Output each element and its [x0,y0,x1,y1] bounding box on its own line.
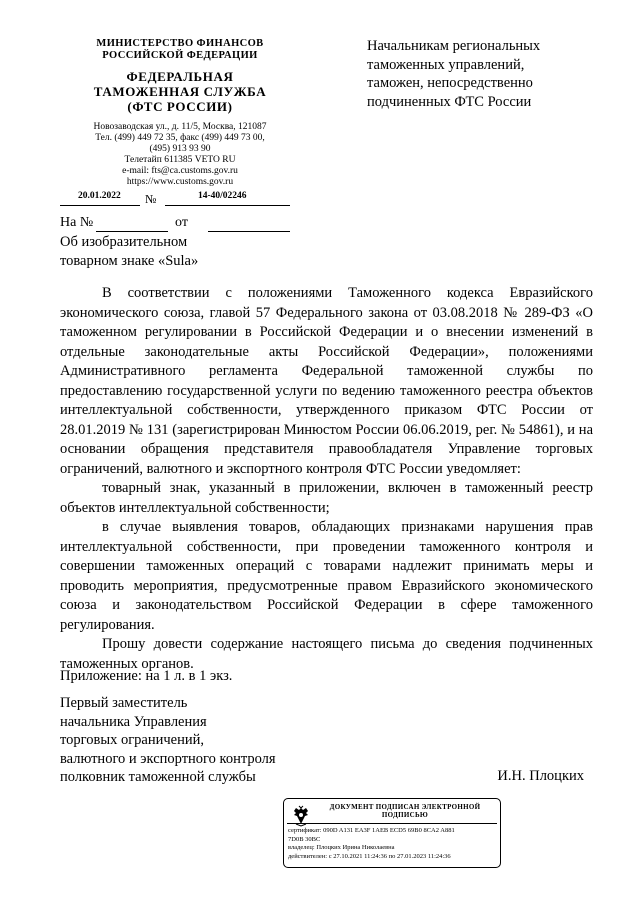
registration-number: 14-40/02246 [198,191,247,201]
phone-fax: Тел. (499) 449 72 35, факс (499) 449 73 00, [95,133,265,143]
reference-number-label: На № [60,215,94,230]
certificate-validity: действителен: с 27.10.2021 11:24:36 по 27.01.2023 11:24:36 [288,852,451,860]
body-paragraph-3: в случае выявления товаров, обладающих признаками нарушения прав интеллектуальной собственности, при проведении таможенного контроля и совершении таможенных операций с товарами надлежит принимать меры и проводить мероприятия, предусмотренные правом Евразийского экономического союза и законодательством Российской Федерации в сфере таможенного регулирования. [60,519,593,633]
body-paragraph-1: В соответствии с положениями Таможенного кодекса Евразийского экономического союза, главой 57 Федерального закона от 03.08.2018 № 289-ФЗ «О таможенном регулировании в Российской Федерации и о внесении изменений в отдельные законодательные акты Российской Федерации», положениями Административного регламента Федеральной таможенной службы по предоставлению государственной услуги по ведению таможенного реестра объектов интеллектуальной собственности, утвержденного приказом ФТС России от 28.01.2019 № 131 (зарегистрирован Минюстом России 06.06.2019, рег. № 54861), и на основании обращения представителя правообладателя Управление торговых ограничений, валютного и экспортного контроля ФТС России уведомляет: [60,285,593,477]
e-signature-stamp [283,798,501,868]
letter-body [60,284,593,674]
reference-number-blank [96,231,168,232]
service-name-line3: (ФТС РОССИИ) [127,99,233,114]
body-paragraph-4: Прошу довести содержание настоящего письма до сведения подчиненных таможенных органов. [60,636,593,672]
stamp-divider [287,823,497,824]
phone-secondary: (495) 913 93 90 [149,144,211,154]
certificate-owner: владелец: Плоцких Ирина Николаевна [288,844,395,851]
certificate-line-2: 7D0B 30BC [288,835,321,843]
registration-date-line [60,205,140,206]
service-name-line2: ТАМОЖЕННАЯ СЛУЖБА [93,84,267,99]
registration-number-line [165,205,290,206]
signer-title: Первый заместитель начальника Управления торговых ограничений, валютного и экспортного контроля полковник таможенной службы [60,695,276,785]
stamp-details [288,827,498,861]
website-url: https://www.customs.gov.ru [126,177,234,187]
certificate-line-1: сертификат: 090D A131 EA3F 1AEB ECD5 69B0 8CA2 A881 [288,827,455,834]
service-name [55,69,305,114]
service-name-line1: ФЕДЕРАЛЬНАЯ [126,69,234,84]
signer-name: И.Н. Плоцких [497,768,584,784]
addressee: Начальникам региональных таможенных управлений, таможен, непосредственно подчиненных ФТС России [367,38,541,110]
body-paragraph-2: товарный знак, указанный в приложении, включен в таможенный реестр объектов интеллектуальной собственности; [60,480,593,516]
postal-address: Новозаводская ул., д. 11/5, Москва, 121087 [93,122,267,132]
reference-row [60,215,300,235]
reference-date-label: от [175,215,188,230]
ministry-name: МИНИСТЕРСТВО ФИНАНСОВ РОССИЙСКОЙ ФЕДЕРАЦИИ [96,38,264,61]
letter-subject: Об изобразительном товарном знаке «Sula» [60,234,199,269]
attachment-note: Приложение: на 1 л. в 1 экз. [60,668,233,684]
teletype: Телетайп 611385 VETO RU [124,155,236,165]
email-address: e-mail: fts@ca.customs.gov.ru [122,166,238,176]
registration-row [55,188,305,210]
letterhead [55,38,305,188]
reference-date-blank [208,231,290,232]
stamp-title: ДОКУМЕНТ ПОДПИСАН ЭЛЕКТРОННОЙ ПОДПИСЬЮ [329,803,481,819]
registration-number-sign: № [145,192,157,206]
registration-date: 20.01.2022 [78,191,121,201]
contact-details [55,122,305,188]
